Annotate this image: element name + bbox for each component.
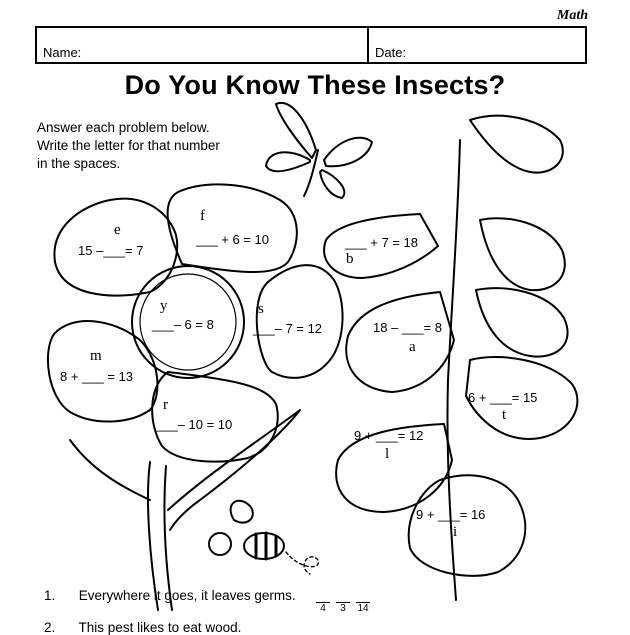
- problem-a: 18 – ___= 8: [373, 320, 443, 335]
- problem-b: ___ + 7 = 18: [345, 235, 419, 250]
- problem-l: 9 + ___= 12: [354, 428, 424, 443]
- question-2: [44, 620, 241, 635]
- letter-i: i: [453, 524, 458, 540]
- letter-a: a: [409, 339, 416, 355]
- instruction-line: Answer each problem below.: [37, 120, 210, 135]
- problem-f: ___ + 6 = 10: [196, 232, 270, 247]
- bell-i: [409, 475, 526, 575]
- date-label: Date:: [375, 45, 407, 60]
- letter-s: s: [258, 301, 264, 317]
- question-text: This pest likes to eat wood.: [78, 620, 242, 635]
- instruction-line: in the spaces.: [37, 156, 121, 171]
- question-1: [44, 588, 296, 603]
- letter-l: l: [385, 446, 390, 462]
- petal-f: [168, 184, 297, 272]
- subject-label: Math: [556, 8, 588, 23]
- letter-m: m: [90, 348, 102, 364]
- butterfly-wing-right-lower: [320, 170, 344, 198]
- question-number: 2.: [44, 620, 56, 635]
- letter-f: f: [200, 208, 205, 224]
- instruction-line: Write the letter for that number: [37, 138, 220, 153]
- problem-r: ___– 10 = 10: [156, 417, 233, 432]
- butterfly-wing-right: [324, 138, 372, 167]
- answer-number: 14: [357, 603, 369, 614]
- question-number: 1.: [44, 588, 56, 603]
- bee-body: [244, 533, 284, 559]
- butterfly-wing-left: [276, 103, 316, 158]
- problem-y: ___– 6 = 8: [152, 317, 214, 332]
- problem-i: 9 + ___= 16: [416, 507, 486, 522]
- answer-number: 4: [320, 603, 326, 614]
- problem-s: ___– 7 = 12: [253, 321, 323, 336]
- problem-m: 8 + ___ = 13: [60, 369, 134, 384]
- bee-stripes: [256, 533, 276, 559]
- problem-e: 15 –___= 7: [78, 243, 144, 258]
- answer-blanks-1[interactable]: [316, 592, 370, 614]
- letter-y: y: [160, 298, 168, 314]
- letter-e: e: [114, 222, 121, 238]
- letter-t: t: [502, 407, 507, 423]
- bee-head: [209, 533, 231, 555]
- answer-number: 3: [340, 603, 346, 614]
- problem-t: 6 + ___= 15: [468, 390, 538, 405]
- name-label: Name:: [43, 45, 82, 60]
- bee-wing: [231, 501, 253, 523]
- butterfly: [266, 103, 372, 198]
- bell-right-2: [476, 288, 568, 357]
- page-title: Do You Know These Insects?: [124, 70, 506, 100]
- bee: [209, 501, 318, 574]
- letter-b: b: [346, 251, 354, 267]
- bell-top: [470, 116, 563, 173]
- question-text: Everywhere it goes, it leaves germs.: [78, 588, 296, 603]
- butterfly-wing-left-lower: [266, 152, 310, 171]
- letter-r: r: [163, 397, 168, 413]
- bell-a: [346, 292, 454, 392]
- foxglove-plant: [324, 116, 577, 600]
- bell-right-1: [480, 218, 565, 290]
- bee-flight-trail: [286, 552, 318, 574]
